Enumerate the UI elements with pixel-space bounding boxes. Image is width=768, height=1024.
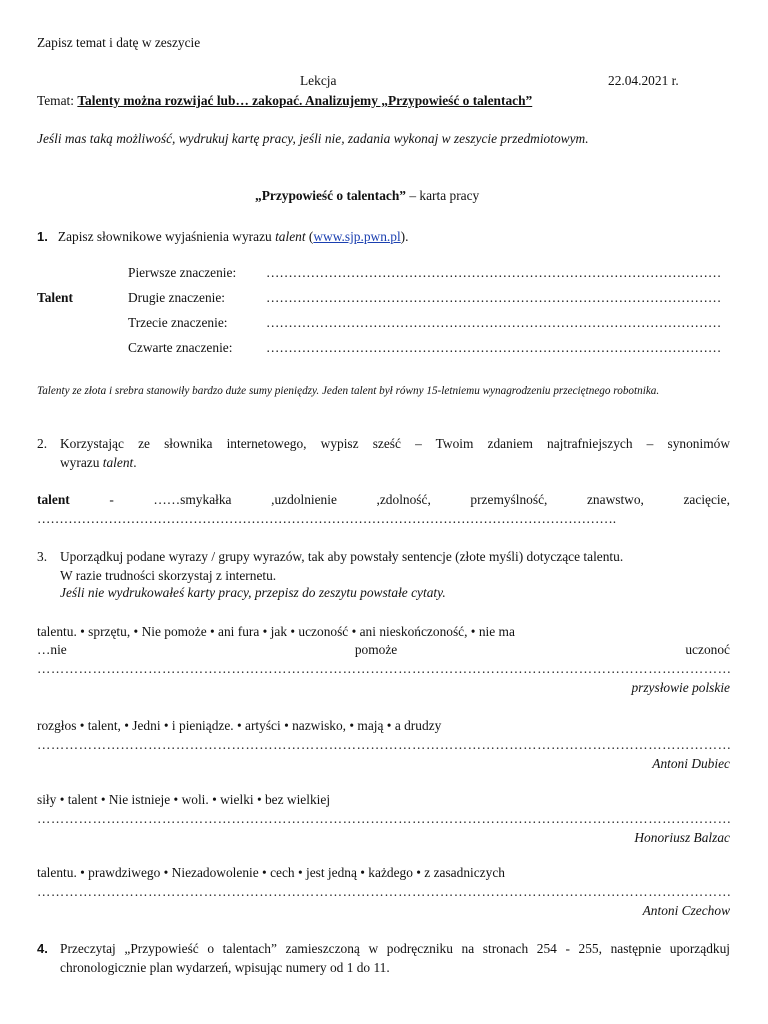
task4-number: 4. [37,941,48,956]
print-note: Jeśli mas taką możliwość, wydrukuj kartę pracy, jeśli nie, zadania wykonaj w zeszycie przedmiotowym. [37,131,589,146]
topic-line [37,93,532,109]
worksheet-title-bold: „Przypowieść o talentach” [255,188,406,203]
sentence-words-4: talentu. • prawdziwego • Niezadowolenie • cech • jest jedną • każdego • z zasadniczych [37,865,505,880]
task3-text2: W razie trudności skorzystaj z internetu. [60,568,277,583]
author-4: Antoni Czechow [642,903,730,918]
sentence-answer-1[interactable] [37,642,730,658]
meaning-dots-1[interactable]: ………………………………………………………………………………………… [266,265,722,280]
author-3: Honoriusz Balzac [634,830,730,845]
answer-word-2: pomoże [354,642,398,657]
synonym-2: ,uzdolnienie [271,492,337,507]
sentence-words-2: rozgłos • talent, • Jedni • i pieniądze. • artyści • nazwisko, • mają • a drudzy [37,718,442,733]
answer-word-1: …nie [37,642,67,657]
synonyms-answer-tail[interactable]: …………………………………………………………………………………………………………………. [37,511,617,526]
answer-dots-2[interactable] [37,737,730,753]
task3-number: 3. [37,549,48,564]
task3-text3: Jeśli nie wydrukowałeś karty pracy, przepisz do zeszytu powstałe cytaty. [60,585,446,600]
lesson-label: Lekcja [300,73,337,88]
meaning-label-1: Pierwsze znaczenie: [128,265,237,280]
task2-word: talent [102,455,134,470]
meaning-label-3: Trzecie znaczenie: [128,315,228,330]
task1-number: 1. [37,229,48,244]
synonyms-answer-line[interactable] [37,492,730,508]
task1-text-c: ). [400,229,409,244]
author-1: przysłowie polskie [631,680,730,695]
synonym-6: zacięcie, [683,492,730,507]
topic-label: Temat: [37,93,74,108]
task1-text-b: ( [305,229,314,244]
answer-word-3: uczonoć [685,642,730,657]
synonym-3: ,zdolność, [376,492,431,507]
worksheet-title [255,188,479,204]
task2-text: Korzystając ze słownika internetowego, wypisz sześć – Twoim zdaniem najtrafniejszych – synonimów [60,436,730,451]
synonym-1: ……smykałka [153,492,232,507]
author-2: Antoni Dubiec [652,756,730,771]
sentence-words-3: siły • talent • Nie istnieje • woli. • wielki • bez wielkiej [37,792,331,807]
instruction-text: Zapisz temat i datę w zeszycie [37,35,201,50]
task2-text-line2 [60,455,137,471]
meaning-label-4: Czwarte znaczenie: [128,340,233,355]
sentence-words-1: talentu. • sprzętu, • Nie pomoże • ani fura • jak • uczoność • ani nieskończoność, • nie ma [37,624,515,639]
worksheet-title-rest: – karta pracy [406,188,480,203]
task4-text2: chronologicznie plan wydarzeń, wpisując numery od 1 do 11. [60,960,390,975]
task2-number: 2. [37,436,48,451]
talent-value-note: Talenty ze złota i srebra stanowiły bardzo duże sumy pieniędzy. Jeden talent był równy 15-letniemu wynagrodzeniu przeciętnego robotnika. [37,385,660,397]
topic-title: Talenty można rozwijać lub… zakopać. Analizujemy „Przypowieść o talentach” [77,93,533,108]
synonym-term: talent [37,492,70,507]
answer-dots-1[interactable] [37,661,730,677]
meaning-dots-3[interactable]: ………………………………………………………………………………………… [266,315,722,330]
task4-text: Przeczytaj „Przypowieść o talentach” zamieszczoną w podręczniku na stronach 254 - 255, następnie uporządkuj [60,941,730,956]
synonym-4: przemyślność, [470,492,548,507]
answer-dots-4[interactable] [37,884,730,900]
task1-word: talent [275,229,306,244]
task1-instruction [37,229,408,245]
synonym-5: znawstwo, [586,492,644,507]
meaning-label-2: Drugie znaczenie: [128,290,226,305]
task2-text2a: wyrazu [60,455,103,470]
task2-text2c: . [133,455,137,470]
talent-term: Talent [37,290,73,305]
meaning-dots-4[interactable]: ………………………………………………………………………………………… [266,340,722,355]
task1-text-a: Zapisz słownikowe wyjaśnienia wyrazu [57,229,276,244]
lesson-date: 22.04.2021 r. [608,73,679,88]
synonym-dash: - [109,492,114,507]
meaning-dots-2[interactable]: ………………………………………………………………………………………… [266,290,722,305]
task3-text: Uporządkuj podane wyrazy / grupy wyrazów, tak aby powstały sentencje (złote myśli) dotyczące talentu. [60,549,624,564]
answer-dots-3[interactable] [37,811,730,827]
dictionary-link[interactable]: www.sjp.pwn.pl [313,229,401,244]
